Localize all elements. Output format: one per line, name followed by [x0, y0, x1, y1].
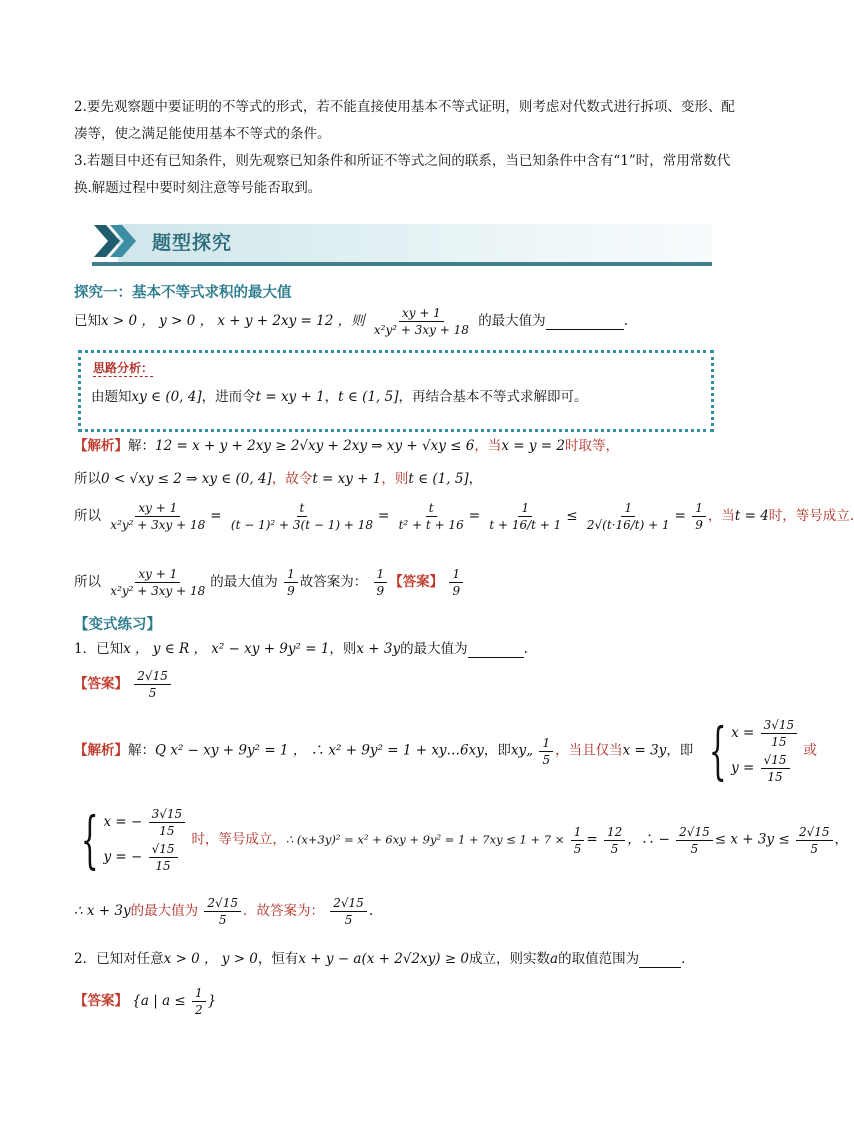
hint-text: 由题知xy ∈ (0, 4]，进而令t = xy + 1，t ∈ (1, 5]，再结合基本不等式求解即可。: [91, 389, 588, 405]
answer-tag: 【答案】: [389, 574, 444, 590]
problem-statement: 已知x > 0 ， y > 0 ， x + y + 2xy = 12 ，则 $\frac{xy + 1}{\text{x²y² + 3xy + 18}}$ 的最大值为 .: [74, 306, 628, 337]
q1-solution-line-3: ∴ x + 3y的最大值为 $\frac{2√15}{5}$ ．故答案为： $\frac{2√15}{5}$ .: [74, 896, 374, 927]
solution-line-4: 所以 $\frac{xy + 1}{\text{x²y² + 3xy + 18}}$ 的最大值为 $\frac{1}{9}$ 故答案为： $\frac{1}{9}$ 【答案】 $\frac{1}{9}$: [74, 566, 465, 599]
section-heading: 探究一：基本不等式求积的最大值: [74, 285, 292, 301]
question-2: 2．已知对任意x > 0 ， y > 0，恒有x + y − a(x + 2√2xy) ≥ 0成立，则实数a的取值范围为 .: [74, 951, 686, 967]
section-banner: [92, 218, 712, 266]
variants-heading: 【变式练习】: [74, 617, 161, 633]
intro-paragraph-3: 3.若题目中还有已知条件，则先观察已知条件和所证不等式之间的联系，当已知条件中含有“1”时，常用常数代换.解题过程中要时刻注意等号能否取到。: [74, 153, 731, 196]
answer-blank: [639, 951, 681, 968]
hint-box: [78, 350, 714, 432]
equation-system-2: { x = − $\frac{3√15}{15}$ y = − $\frac{√15}{15}$: [70, 806, 187, 874]
question-1: 1．已知x ， y ∈ R ， x² − xy + 9y² = 1，则x + 3y的最大值为 .: [74, 641, 528, 657]
q1-solution-line-1: 【解析】解：Q x² − xy + 9y² = 1 ， ∴ x² + 9y² = 1 + xy…6xy，即xy„ $\frac{1}{5}$ ，当且仅当x = 3y，即 { x = $\frac{3√15}{15}$ y = $\frac{√15}{15}$ 或: [74, 714, 817, 787]
intro-paragraph-2: 2.要先观察题中要证明的不等式的形式，若不能直接使用基本不等式证明，则考虑对代数式进行拆项、变形、配凑等，使之满足能使用基本不等式的条件。: [74, 99, 735, 142]
answer-blank: [546, 313, 624, 330]
equation-system-1: { x = $\frac{3√15}{15}$ y = $\frac{√15}{15}$: [698, 717, 800, 785]
q1-solution-line-2: { x = − $\frac{3√15}{15}$ y = − $\frac{√15}{15}$ 时，等号成立，∴ (x+3y)² = x² + 6xy + 9y² = 1 + 7xy ≤ 1 + 7 × $\frac{1}{5}$ = $\frac{12}{5}$ ，∴ − $\frac{2√15}{5}$ ≤ x + 3y ≤ $\frac{2√15}{5}$ ，: [70, 806, 848, 874]
q1-answer: 【答案】 $\frac{2√15}{5}$: [74, 668, 173, 701]
answer-blank: [468, 641, 524, 658]
hint-label: 思路分析：: [93, 361, 154, 375]
problem-fraction: $\frac{xy + 1}{\text{x²y² + 3xy + 18}}$: [373, 306, 469, 337]
solution-line-3: 所以 $\frac{xy + 1}{\text{x²y² + 3xy + 18}}$ = $\frac{t}{\text{(t − 1)² + 3(t − 1) + 18}}$ = $\frac{t}{\text{t² + t + 16}}$ = $\frac{1}{t + 16/t + 1}$ ≤ $\frac{1}{2√(t\cdot 16/t) + 1}$ = $\frac{1}{9}$ ，当t = 4时，等号成立.: [74, 501, 854, 532]
solution-line-1: 【解析】解：12 = x + y + 2xy ≥ 2√xy + 2xy ⇒ xy + √xy ≤ 6，当x = y = 2时取等，: [74, 438, 619, 454]
banner-title: 题型探究: [152, 232, 233, 254]
double-chevron-icon: [92, 222, 140, 260]
q2-answer: 【答案】 {a | a ≤ $\frac{1}{2}$ }: [74, 986, 217, 1017]
solution-line-2: 所以0 < √xy ≤ 2 ⇒ xy ∈ (0, 4]，故令t = xy + 1，则t ∈ (1, 5]，: [74, 471, 483, 487]
